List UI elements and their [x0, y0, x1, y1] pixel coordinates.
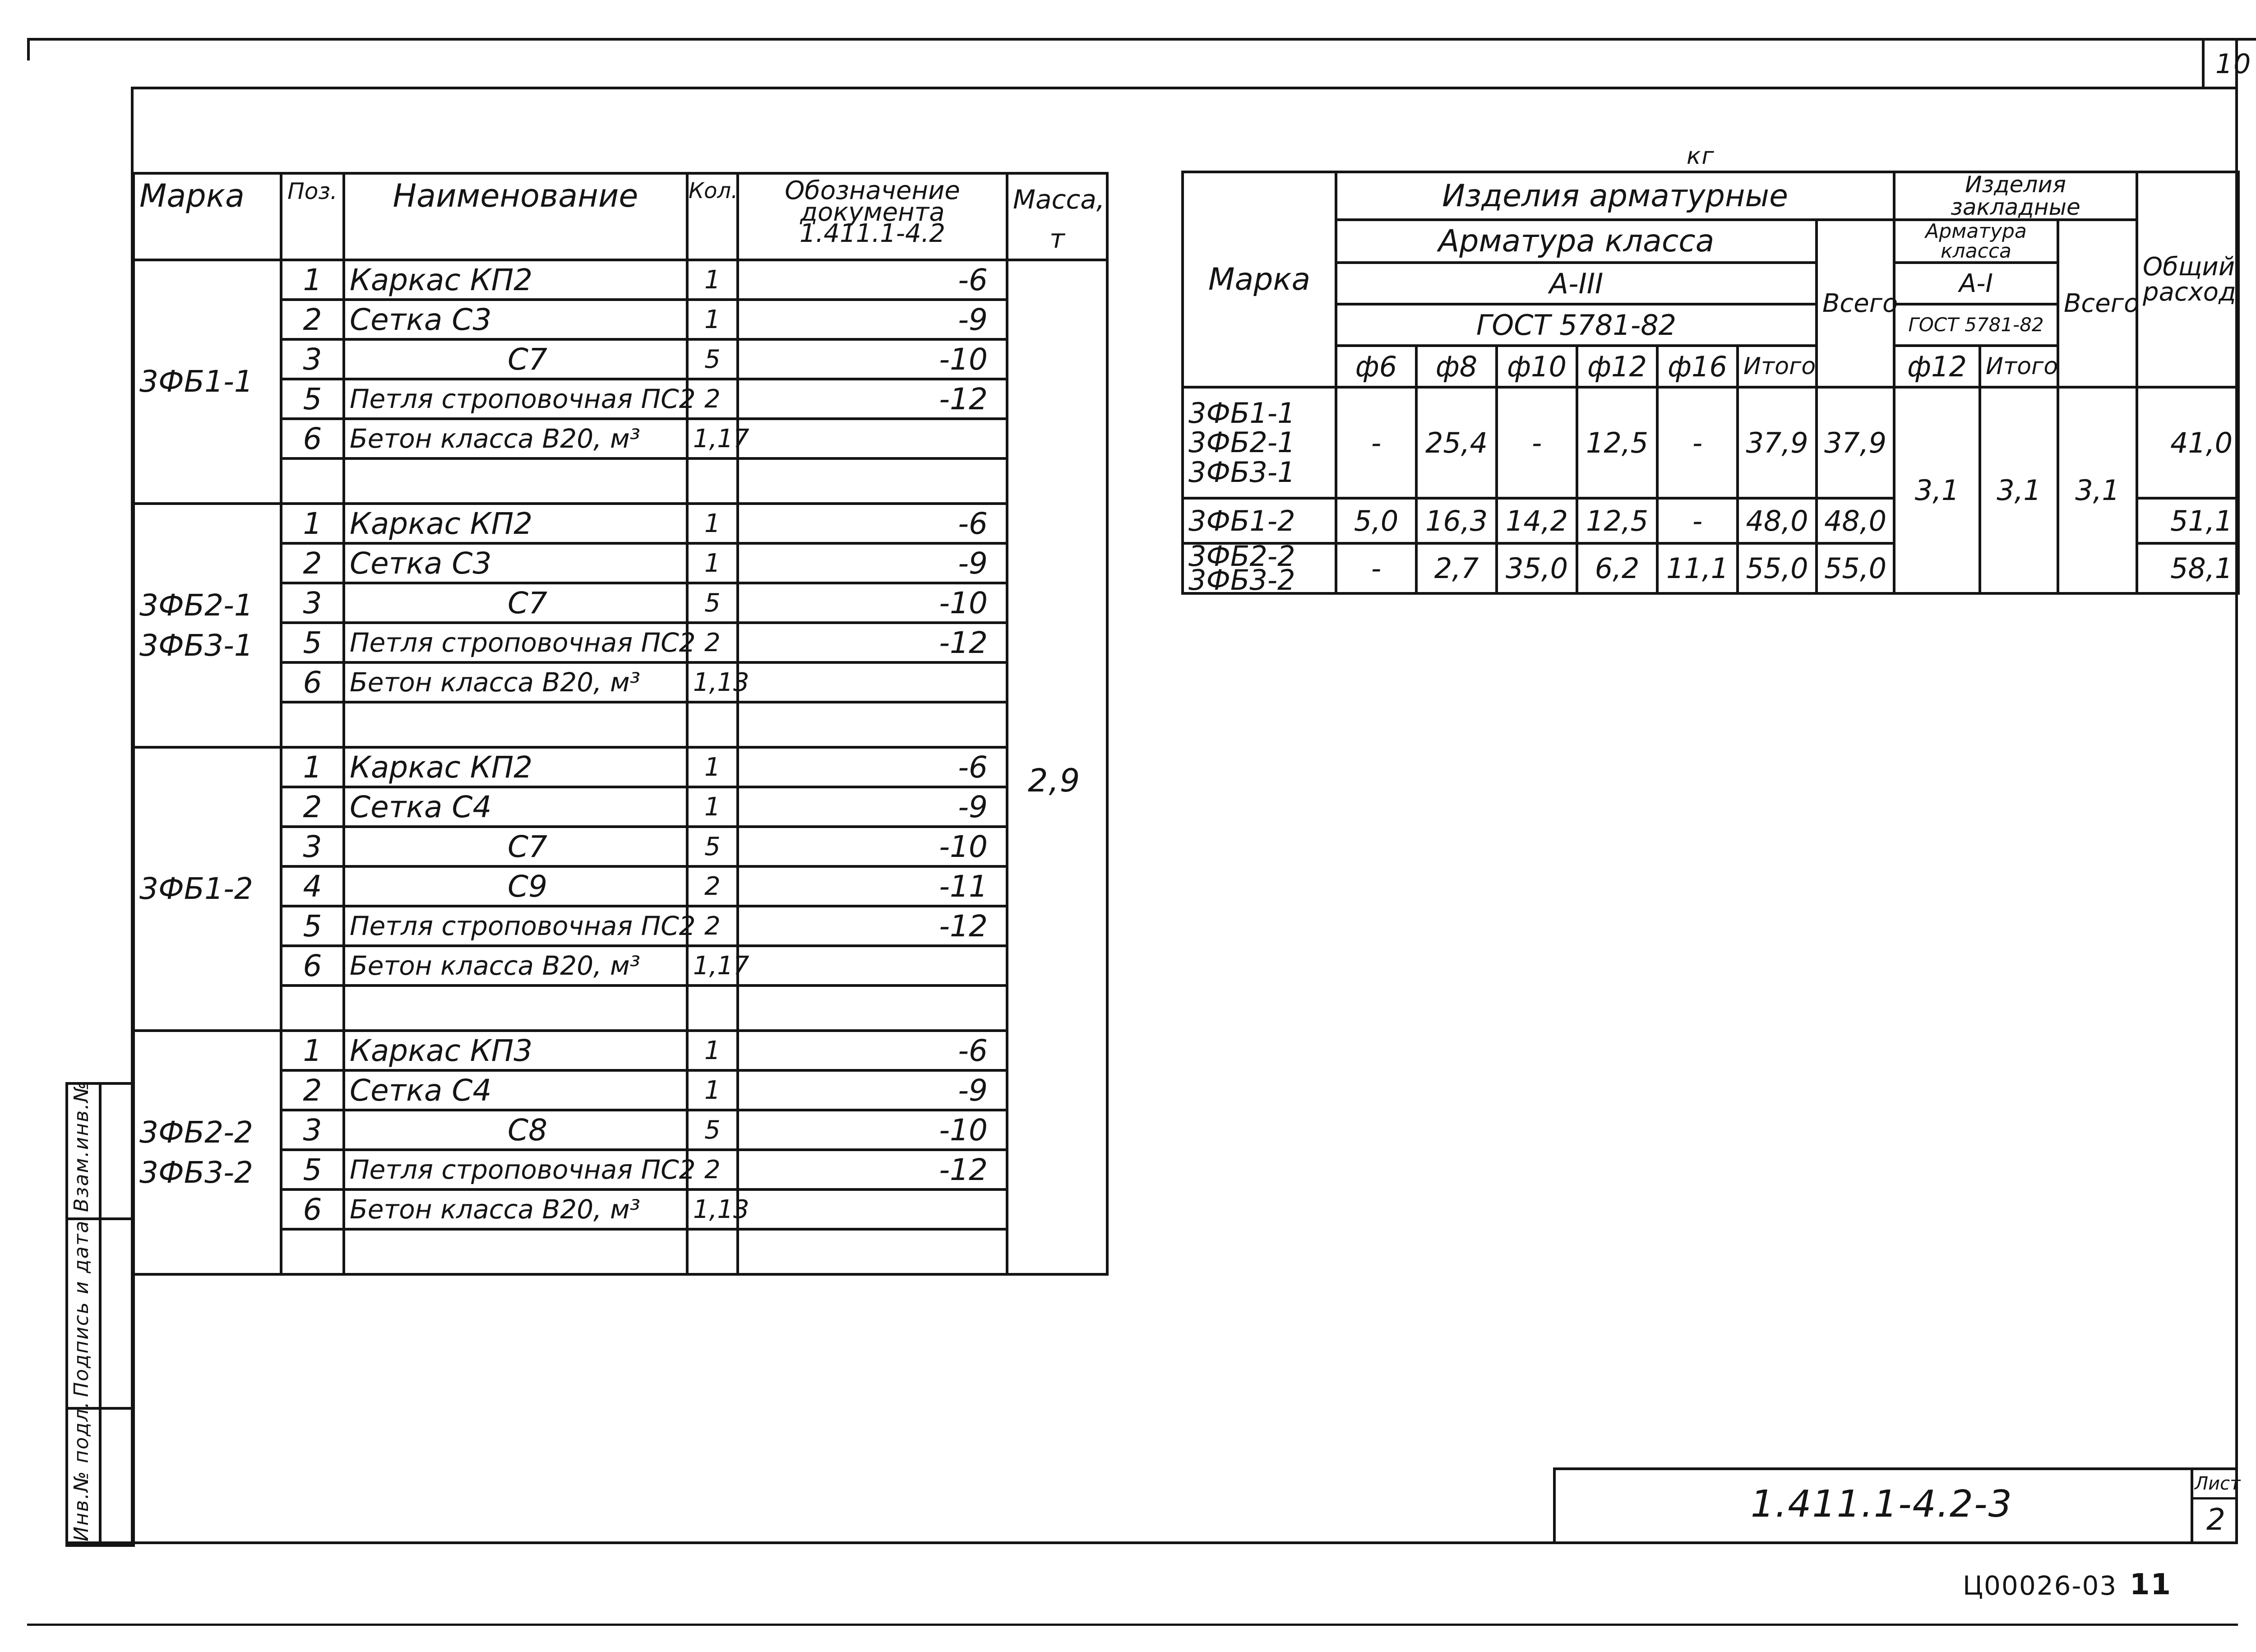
side-stamp-cell: [67, 1219, 100, 1408]
side-stamp-blank: [100, 1219, 134, 1408]
spec-poz: 3: [281, 339, 344, 379]
spec-marka: 3ФБ1-1: [134, 260, 281, 504]
spec-poz: 5: [281, 906, 344, 946]
page-number-box-left: [2202, 38, 2205, 88]
cons-cell: 37,9: [1817, 387, 1894, 498]
cons-header-vsego: Всего: [1817, 220, 1894, 387]
spec-name: Сетка С4: [344, 1070, 687, 1110]
cons-cell: 14,2: [1497, 498, 1577, 543]
cons-header-gost-a1: ГОСТ 5781-82: [1894, 304, 2058, 346]
spec-kol: 2: [687, 379, 738, 419]
page-number-top: 10: [2215, 48, 2252, 80]
cons-total: 58,1: [2137, 543, 2238, 593]
cons-header-klass-a3: А-III: [1336, 263, 1817, 304]
archive-page: 11: [2130, 1568, 2172, 1601]
spec-doc: -12: [738, 623, 1007, 662]
cons-header-izdelia-arm: Изделия арматурные: [1336, 172, 1894, 220]
spec-poz: 1: [281, 260, 344, 300]
archive-code: Ц00026-03: [1963, 1570, 2117, 1601]
spec-doc: [738, 702, 1007, 747]
cons-embedded-vsego: 3,1: [2058, 387, 2137, 593]
spec-kol: 5: [687, 1110, 738, 1150]
list-box-divider: [2191, 1497, 2238, 1499]
spec-kol: 1: [687, 1031, 738, 1070]
spec-doc: -12: [738, 906, 1007, 946]
spec-kol: 1: [687, 300, 738, 339]
spec-poz: 3: [281, 583, 344, 623]
spec-kol: 1,13: [687, 662, 738, 702]
spec-doc: [738, 946, 1007, 986]
spec-doc: -9: [738, 300, 1007, 339]
cons-cell: 2,7: [1416, 543, 1497, 593]
spec-kol: [687, 458, 738, 504]
cons-header-obshchiy: [2137, 172, 2238, 387]
spec-doc: -10: [738, 1110, 1007, 1150]
cons-cell: 35,0: [1497, 543, 1577, 593]
cons-row-marka: 3ФБ1-2: [1183, 498, 1336, 543]
spec-poz: 5: [281, 623, 344, 662]
cons-cell: 55,0: [1817, 543, 1894, 593]
frame-top: [131, 87, 2238, 89]
side-stamp-blank: [100, 1408, 134, 1546]
frame-bottom: [65, 1541, 2238, 1544]
cons-cell: -: [1657, 498, 1738, 543]
cons-cell: -: [1657, 387, 1738, 498]
cons-header-vsego2: Всего: [2058, 220, 2137, 387]
cons-total: 51,1: [2137, 498, 2238, 543]
spec-name: С7: [344, 583, 687, 623]
cons-cell: 12,5: [1577, 498, 1657, 543]
cons-header-d12b: ф12: [1894, 346, 1980, 387]
spec-name: Каркас КП2: [344, 504, 687, 543]
spec-name: Петля строповочная ПС2: [344, 379, 687, 419]
spec-poz: [281, 1229, 344, 1274]
title-block-top: [1553, 1467, 2238, 1470]
top-border-line: [27, 38, 2256, 41]
spec-kol: 1,17: [687, 419, 738, 458]
spec-kol: 2: [687, 623, 738, 662]
cons-cell: -: [1336, 387, 1416, 498]
cons-header-itogo2: Итого: [1980, 346, 2058, 387]
spec-doc: -10: [738, 339, 1007, 379]
spec-doc: -11: [738, 866, 1007, 906]
spec-name: Каркас КП2: [344, 260, 687, 300]
spec-name: С8: [344, 1110, 687, 1150]
header-mass: [1007, 173, 1107, 260]
cons-row-marka: 3ФБ2-2 3ФБ3-2: [1183, 543, 1336, 593]
spec-doc: -9: [738, 543, 1007, 583]
spec-name: Сетка С3: [344, 543, 687, 583]
cons-row-marka: 3ФБ1-1 3ФБ2-1 3ФБ3-1: [1183, 387, 1336, 498]
cons-header-d16: ф16: [1657, 346, 1738, 387]
spec-poz: [281, 986, 344, 1031]
spec-name: С9: [344, 866, 687, 906]
cons-cell: 11,1: [1657, 543, 1738, 593]
spec-doc: -6: [738, 260, 1007, 300]
spec-name: Бетон класса В20, м³: [344, 1189, 687, 1229]
spec-poz: 1: [281, 1031, 344, 1070]
spec-poz: 5: [281, 379, 344, 419]
spec-doc: -6: [738, 504, 1007, 543]
spec-name: [344, 986, 687, 1031]
spec-poz: 2: [281, 543, 344, 583]
spec-poz: 4: [281, 866, 344, 906]
spec-kol: 5: [687, 827, 738, 866]
cons-total: 41,0: [2137, 387, 2238, 498]
side-stamp-vzam: Взам.инв.№: [70, 1081, 93, 1212]
spec-marka: 3ФБ2-1 3ФБ3-1: [134, 504, 281, 747]
spec-doc: -9: [738, 1070, 1007, 1110]
cons-header-klass-a1: А-I: [1894, 263, 2058, 304]
cons-header-armatura-klassa: Арматура класса: [1336, 220, 1817, 263]
bottom-page-line: [27, 1624, 2238, 1626]
spec-name: С7: [344, 827, 687, 866]
spec-name: Петля строповочная ПС2: [344, 906, 687, 946]
spec-doc: [738, 419, 1007, 458]
spec-name: Сетка С4: [344, 787, 687, 827]
spec-kol: [687, 1229, 738, 1274]
cons-header-d8: ф8: [1416, 346, 1497, 387]
cons-cell: 55,0: [1738, 543, 1817, 593]
side-stamp-blank: [100, 1083, 134, 1219]
spec-kol: [687, 986, 738, 1031]
cons-cell: 5,0: [1336, 498, 1416, 543]
cons-header-armatura-klassa-small: [1894, 220, 2058, 263]
spec-marka: 3ФБ1-2: [134, 747, 281, 1031]
spec-doc: -6: [738, 1031, 1007, 1070]
spec-name: Каркас КП2: [344, 747, 687, 787]
specification-table: [132, 172, 1109, 1276]
list-number: 2: [2206, 1502, 2226, 1537]
spec-name: Петля строповочная ПС2: [344, 1150, 687, 1189]
cons-cell: -: [1336, 543, 1416, 593]
cons-cell: 48,0: [1817, 498, 1894, 543]
spec-kol: 1: [687, 787, 738, 827]
spec-kol: 2: [687, 906, 738, 946]
list-label: Лист: [2195, 1473, 2241, 1494]
cons-cell: -: [1497, 387, 1577, 498]
spec-doc: -10: [738, 827, 1007, 866]
spec-kol: 1,13: [687, 1189, 738, 1229]
side-stamp-cell: [67, 1401, 100, 1546]
spec-poz: 6: [281, 662, 344, 702]
cons-cell: 16,3: [1416, 498, 1497, 543]
cons-header-armatura-klassa-small-text: Арматура класса: [1925, 219, 2027, 263]
spec-poz: 3: [281, 827, 344, 866]
list-box-left: [2191, 1467, 2193, 1544]
spec-poz: 6: [281, 1189, 344, 1229]
spec-poz: 5: [281, 1150, 344, 1189]
spec-doc: -6: [738, 747, 1007, 787]
header-name: Наименование: [344, 173, 687, 260]
spec-name: Бетон класса В20, м³: [344, 946, 687, 986]
spec-poz: 6: [281, 946, 344, 986]
spec-doc: -12: [738, 379, 1007, 419]
spec-poz: 1: [281, 504, 344, 543]
side-stamp-podpis: Подпись и дата: [70, 1220, 93, 1397]
spec-poz: 1: [281, 747, 344, 787]
mass-value: 2,9: [1028, 762, 1081, 799]
cons-embedded-d12: 3,1: [1894, 387, 1980, 593]
cons-cell: 6,2: [1577, 543, 1657, 593]
cons-header-d6: ф6: [1336, 346, 1416, 387]
cons-cell: 48,0: [1738, 498, 1817, 543]
cons-header-itogo: Итого: [1738, 346, 1817, 387]
cons-header-marka: Марка: [1183, 172, 1336, 387]
spec-kol: 5: [687, 339, 738, 379]
cons-cell: 25,4: [1416, 387, 1497, 498]
side-stamp-cell: [67, 1083, 100, 1219]
top-left-tick: [27, 38, 30, 60]
cons-header-d12: ф12: [1577, 346, 1657, 387]
header-poz: Поз.: [281, 173, 344, 260]
spec-name: [344, 458, 687, 504]
spec-kol: 1: [687, 1070, 738, 1110]
cons-header-gost-a3: ГОСТ 5781-82: [1336, 304, 1817, 346]
doc-code: 1.411.1-4.2-3: [1751, 1483, 2013, 1526]
spec-name: Петля строповочная ПС2: [344, 623, 687, 662]
cons-cell: 12,5: [1577, 387, 1657, 498]
header-marka: Марка: [134, 173, 281, 260]
spec-kol: 1: [687, 260, 738, 300]
spec-doc: -10: [738, 583, 1007, 623]
spec-doc: [738, 662, 1007, 702]
spec-poz: 2: [281, 787, 344, 827]
spec-poz: 6: [281, 419, 344, 458]
cons-header-izdelia-zakl: [1894, 172, 2137, 220]
header-doc-text: Обозначение документа 1.411.1-4.2: [785, 176, 960, 249]
spec-name: [344, 1229, 687, 1274]
spec-kol: 2: [687, 1150, 738, 1189]
unit-label: кг: [1687, 143, 1715, 170]
cons-header-izdelia-zakl-text: Изделия закладные: [1951, 171, 2080, 220]
spec-doc: [738, 1229, 1007, 1274]
side-stamp: [65, 1082, 135, 1547]
spec-doc: [738, 458, 1007, 504]
spec-poz: 3: [281, 1110, 344, 1150]
header-mass-text: Масса, т: [1013, 184, 1105, 254]
spec-name: [344, 702, 687, 747]
spec-doc: [738, 986, 1007, 1031]
spec-name: Каркас КП3: [344, 1031, 687, 1070]
spec-name: Бетон класса В20, м³: [344, 662, 687, 702]
spec-poz: 2: [281, 300, 344, 339]
spec-kol: [687, 702, 738, 747]
spec-kol: 1: [687, 504, 738, 543]
spec-poz: [281, 702, 344, 747]
spec-kol: 1: [687, 747, 738, 787]
spec-kol: 1: [687, 543, 738, 583]
title-block-left: [1553, 1467, 1556, 1544]
spec-kol: 5: [687, 583, 738, 623]
cons-header-obshchiy-text: Общий расход: [2143, 252, 2236, 307]
cons-header-d10: ф10: [1497, 346, 1577, 387]
spec-doc: -12: [738, 1150, 1007, 1189]
cons-embedded-itogo: 3,1: [1980, 387, 2058, 593]
spec-marka: 3ФБ2-2 3ФБ3-2: [134, 1031, 281, 1274]
spec-kol: 2: [687, 866, 738, 906]
spec-kol: 1,17: [687, 946, 738, 986]
spec-name: Бетон класса В20, м³: [344, 419, 687, 458]
spec-name: Сетка С3: [344, 300, 687, 339]
spec-doc: -9: [738, 787, 1007, 827]
spec-poz: 2: [281, 1070, 344, 1110]
header-doc: [738, 173, 1007, 260]
consumption-table: [1181, 171, 2240, 595]
spec-doc: [738, 1189, 1007, 1229]
spec-poz: [281, 458, 344, 504]
spec-name: С7: [344, 339, 687, 379]
cons-cell: 37,9: [1738, 387, 1817, 498]
side-stamp-inv: Инв.№ подл.: [70, 1401, 93, 1541]
header-kol: Кол.: [687, 173, 738, 260]
